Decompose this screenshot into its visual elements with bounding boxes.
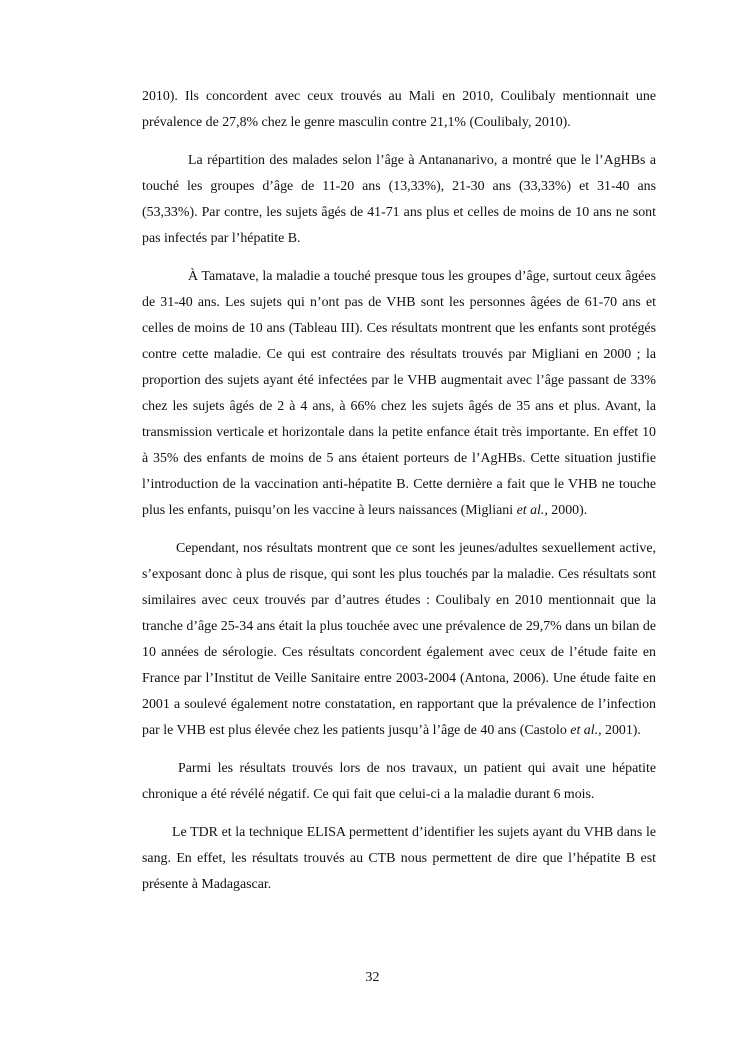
paragraph-3-citation-etal: et al.,	[516, 503, 548, 518]
paragraph-2	[142, 148, 656, 252]
page-number: 32	[365, 970, 380, 985]
paragraph-3	[142, 264, 656, 524]
body-text	[142, 84, 656, 910]
paragraph-6-text: Le TDR et la technique ELISA permettent d’identifier les sujets ayant du VHB dans le sang. En effet, les résultats trouvés au CTB nous permettent de dire que l’hépatite B est présente à Madagascar.	[142, 825, 656, 892]
paragraph-6	[142, 820, 656, 898]
paragraph-4-citation-year: 2001).	[601, 723, 641, 738]
paragraph-5-text: Parmi les résultats trouvés lors de nos travaux, un patient qui avait une hépatite chronique a été révélé négatif. Ce qui fait que celui-ci a la maladie durant 6 mois.	[142, 761, 656, 802]
paragraph-4	[142, 536, 656, 744]
paragraph-3-text: À Tamatave, la maladie a touché presque tous les groupes d’âge, surtout ceux âgées de 31-40 ans. Les sujets qui n’ont pas de VHB sont les personnes âgées de 61-70 ans et celles de moins de 10 ans (Tableau III). Ces résultats montrent que les enfants sont protégés contre cette maladie. Ce qui est contraire des résultats trouvés par Migliani en 2000 ; la proportion des sujets ayant été infectées par le VHB augmentait avec l’âge passant de 33% chez les sujets âgés de 2 à 4 ans, à 66% chez les sujets âgés de 35 ans et plus. Avant, la transmission verticale et horizontale dans la petite enfance était très importante. En effet 10 à 35% des enfants de moins de 5 ans étaient porteurs de l’AgHBs. Cette situation justifie l’introduction de la vaccination anti-hépatite B. Cette dernière a fait que le VHB ne touche plus les enfants, puisqu’on les vaccine à leurs naissances (Migliani	[142, 269, 656, 518]
paragraph-1-text: 2010). Ils concordent avec ceux trouvés au Mali en 2010, Coulibaly mentionnait une prévalence de 27,8% chez le genre masculin contre 21,1% (Coulibaly, 2010).	[142, 89, 656, 130]
paragraph-2-text: La répartition des malades selon l’âge à Antananarivo, a montré que le l’AgHBs a touché les groupes d’âge de 11-20 ans (13,33%), 21-30 ans (33,33%) et 31-40 ans (53,33%). Par contre, les sujets âgés de 41-71 ans plus et celles de moins de 10 ans ne sont pas infectés par l’hépatite B.	[142, 153, 656, 246]
paragraph-1	[142, 84, 656, 136]
paragraph-4-text: Cependant, nos résultats montrent que ce sont les jeunes/adultes sexuellement active, s’exposant donc à plus de risque, qui sont les plus touchés par la maladie. Ces résultats sont similaires avec ceux trouvés par d’autres études : Coulibaly en 2010 mentionnait que la tranche d’âge 25-34 ans était la plus touchée avec une prévalence de 29,7% dans un bilan de 10 années de sérologie. Ces résultats concordent également avec ceux de l’étude faite en France par l’Institut de Veille Sanitaire entre 2003-2004 (Antona, 2006). Une étude faite en 2001 a soulevé également notre constatation, en rapportant que la prévalence de l’infection par le VHB est plus élevée chez les patients jusqu’à l’âge de 40 ans (Castolo	[142, 541, 656, 738]
paragraph-4-citation-etal: et al.,	[570, 723, 602, 738]
paragraph-5	[142, 756, 656, 808]
paragraph-3-citation-year: 2000).	[547, 503, 588, 518]
